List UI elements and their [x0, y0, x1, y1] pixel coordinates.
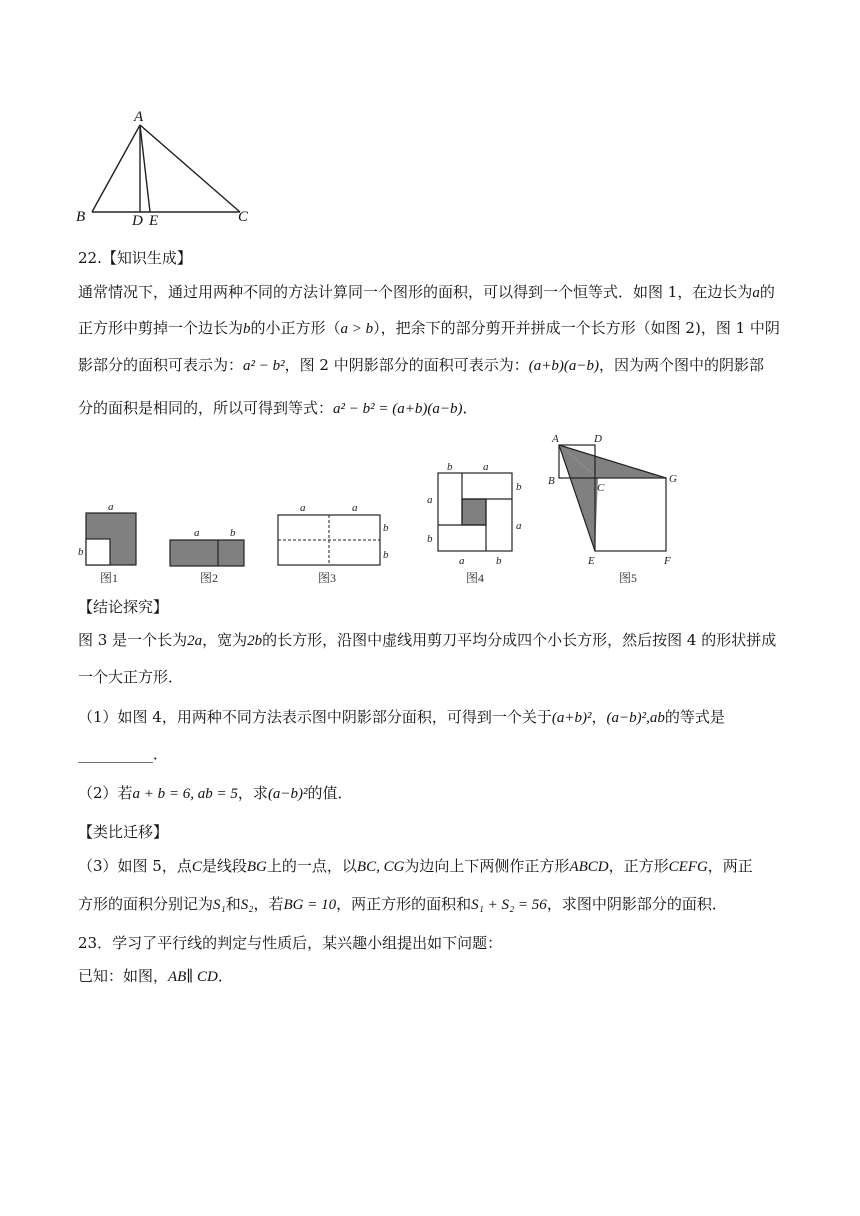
- conclusion-line2: 一个大正方形．: [78, 668, 184, 686]
- question-3-line2: 方形的面积分别记为S₁和S₂，若BG = 10，两正方形的面积和S₁ + S₂ = 56，求图中阴影部分的面积．: [78, 895, 727, 913]
- svg-text:a: a: [352, 502, 358, 514]
- figures-row: [70, 425, 720, 585]
- conclusion-heading: 【结论探究】: [78, 598, 169, 616]
- label-a: A: [134, 109, 144, 125]
- triangle-figure: [70, 105, 270, 230]
- svg-text:图1: 图1: [100, 571, 119, 585]
- q22-para-line4: 分的面积是相同的，所以可得到等式：a² − b² = (a+b)(a−b)．: [78, 399, 478, 417]
- question-2: （2）若a + b = 6, ab = 5，求(a−b)²的值．: [78, 784, 353, 802]
- side-ab: [92, 125, 140, 212]
- svg-text:b: b: [516, 481, 522, 493]
- svg-text:b: b: [383, 522, 389, 534]
- svg-text:a: a: [108, 501, 114, 513]
- svg-text:图4: 图4: [466, 571, 485, 585]
- svg-text:b: b: [427, 533, 433, 545]
- svg-text:B: B: [548, 475, 555, 487]
- q22-para-line1: 通常情况下，通过用两种不同的方法计算同一个图形的面积，可以得到一个恒等式．如图 1，在边长为a的: [78, 283, 775, 301]
- label-d: D: [132, 213, 143, 229]
- q22-para-line2: 正方形中剪掉一个边长为b的小正方形（a > b），把余下的部分剪开并拼成一个长方形（如图 2)，图 1 中阴: [78, 319, 780, 337]
- svg-text:图5: 图5: [619, 571, 638, 585]
- svg-text:b: b: [78, 546, 84, 558]
- svg-text:a: a: [459, 555, 465, 567]
- svg-text:b: b: [496, 555, 502, 567]
- question-1: （1）如图 4，用两种不同方法表示图中阴影部分面积，可得到一个关于(a+b)²，(a−b)²,ab的等式是: [78, 708, 725, 726]
- figure-1: [78, 501, 136, 585]
- conclusion-line1: 图 3 是一个长为2a，宽为2b的长方形，沿图中虚线用剪刀平均分成四个小长方形，然后按图 4 的形状拼成: [78, 631, 777, 649]
- figure-3: [278, 502, 389, 585]
- side-ac: [140, 125, 240, 212]
- svg-text:a: a: [427, 494, 433, 506]
- svg-text:G: G: [669, 473, 677, 485]
- svg-text:b: b: [383, 549, 389, 561]
- label-c: C: [238, 209, 249, 225]
- svg-text:a: a: [516, 520, 522, 532]
- svg-text:E: E: [588, 555, 595, 567]
- label-b: B: [76, 209, 86, 225]
- q22-para-line3: 影部分的面积可表示为：a² − b²，图 2 中阴影部分的面积可表示为：(a+b)(a−b)，因为两个图中的阴影部: [78, 356, 764, 374]
- svg-text:F: F: [664, 555, 671, 567]
- question-1-blank: __________．: [78, 745, 169, 763]
- q23-text: 23．学习了平行线的判定与性质后，某兴趣小组提出如下问题：: [78, 934, 503, 952]
- svg-text:C: C: [597, 482, 605, 494]
- svg-text:A: A: [552, 433, 559, 445]
- label-e: E: [149, 213, 159, 229]
- figure-2: [170, 527, 244, 585]
- svg-text:a: a: [194, 527, 200, 539]
- figure-5: [548, 433, 677, 585]
- svg-text:b: b: [447, 461, 453, 473]
- svg-text:图2: 图2: [200, 571, 219, 585]
- analogy-heading: 【类比迁移】: [78, 823, 169, 841]
- svg-text:a: a: [300, 502, 306, 514]
- svg-text:b: b: [230, 527, 236, 539]
- svg-text:D: D: [594, 433, 602, 445]
- q23-given: 已知：如图，AB∥ CD．: [78, 967, 233, 985]
- svg-text:图3: 图3: [318, 571, 337, 585]
- svg-text:a: a: [483, 461, 489, 473]
- figure-4: [427, 461, 522, 585]
- segment-ae: [140, 125, 150, 212]
- question-3-line1: （3）如图 5，点C是线段BG上的一点，以BC, CG为边向上下两侧作正方形ABCD，正方形CEFG，两正: [78, 857, 753, 875]
- q22-heading: 22.【知识生成】: [78, 249, 192, 267]
